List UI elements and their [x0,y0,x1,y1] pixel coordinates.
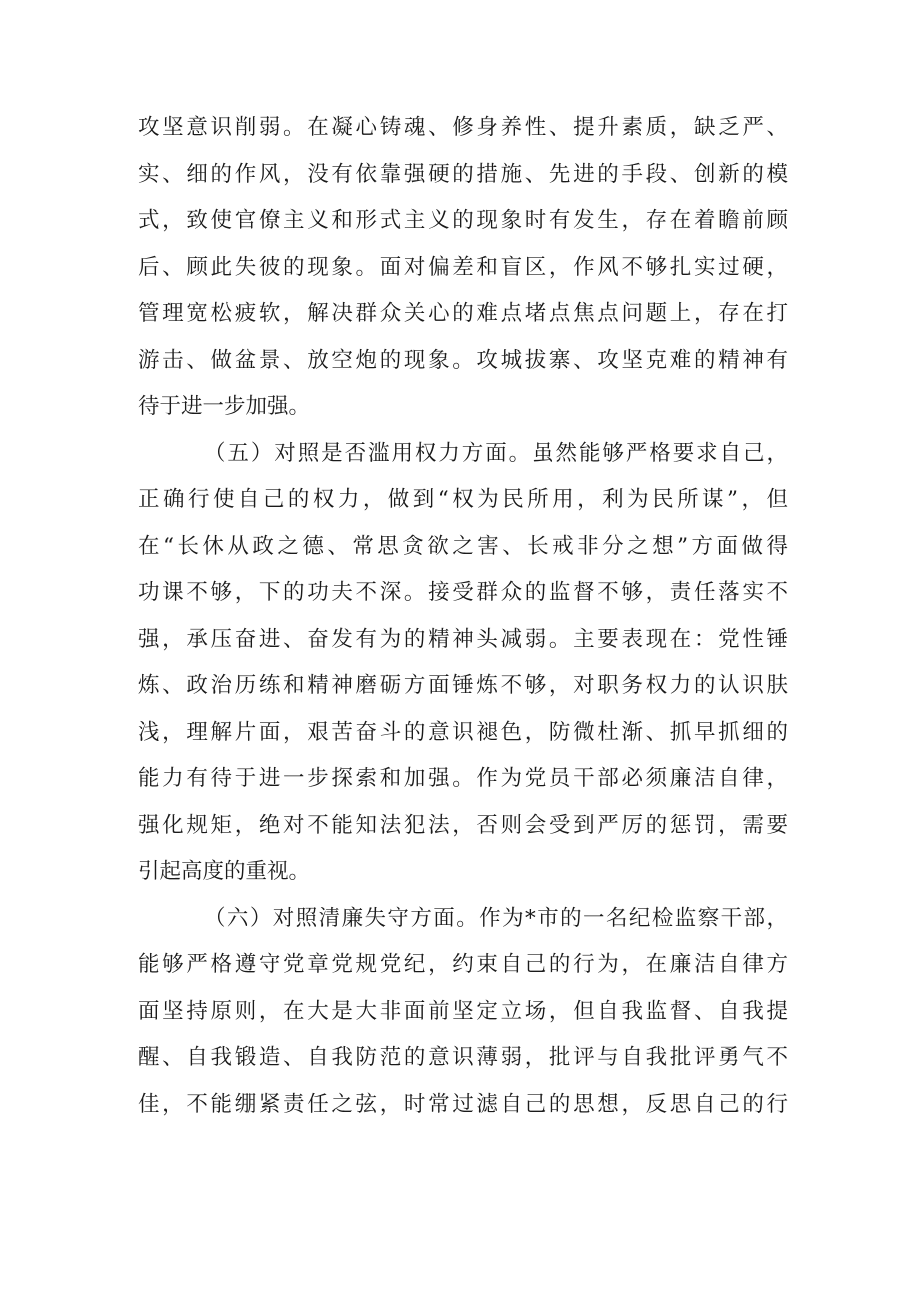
text-line: 能力有待于进一步探索和加强。作为党员干部必须廉洁自律， [138,766,788,791]
text-line: 面坚持原则，在大是大非面前坚定立场，但自我监督、自我提 [138,998,788,1024]
text-line: 实、细的作风，没有依靠强硬的措施、先进的手段、创新的模 [138,161,788,187]
text-line: 强化规矩，绝对不能知法犯法，否则会受到严厉的惩罚，需要 [138,812,788,838]
text-line: 正确行使自己的权力，做到“权为民所用，利为民所谋”，但 [138,487,788,512]
text-line: 待于进一步加强。 [138,394,311,419]
text-line: 在“长休从政之德、常思贪欲之害、长戒非分之想”方面做得 [138,533,788,559]
text-line: 攻坚意识削弱。在凝心铸魂、修身养性、提升素质，缺乏严、 [138,115,788,140]
section-heading-line: （五）对照是否滥用权力方面。虽然能够严格要求自己， [204,440,788,466]
text-line: 管理宽松疲软，解决群众关心的难点堵点焦点问题上，存在打 [138,301,788,326]
text-line: 引起高度的重视。 [138,859,311,884]
text-line: 醒、自我锻造、自我防范的意识薄弱，批评与自我批评勇气不 [138,1045,788,1070]
section-heading-line: （六）对照清廉失守方面。作为*市的一名纪检监察干部， [204,905,788,931]
document-body [138,105,788,1128]
paragraph-section-five [138,431,788,896]
text-line: 游击、做盆景、放空炮的现象。攻城拔寨、攻坚克难的精神有 [138,347,788,373]
paragraph-section-six [138,896,788,1129]
text-line: 强，承压奋进、奋发有为的精神头减弱。主要表现在：党性锤 [138,626,788,652]
text-line: 佳，不能绷紧责任之弦，时常过滤自己的思想，反思自己的行 [138,1091,788,1117]
text-line: 浅，理解片面，艰苦奋斗的意识褪色，防微杜渐、抓早抓细的 [138,719,788,745]
paragraph-continuation [138,105,788,431]
text-line: 能够严格遵守党章党规党纪，约束自己的行为，在廉洁自律方 [138,952,788,977]
text-line: 后、顾此失彼的现象。面对偏差和盲区，作风不够扎实过硬， [138,254,788,280]
text-line: 功课不够，下的功夫不深。接受群众的监督不够，责任落实不 [138,580,788,605]
text-line: 式，致使官僚主义和形式主义的现象时有发生，存在着瞻前顾 [138,208,788,233]
text-line: 炼、政治历练和精神磨砺方面锤炼不够，对职务权力的认识肤 [138,673,788,698]
